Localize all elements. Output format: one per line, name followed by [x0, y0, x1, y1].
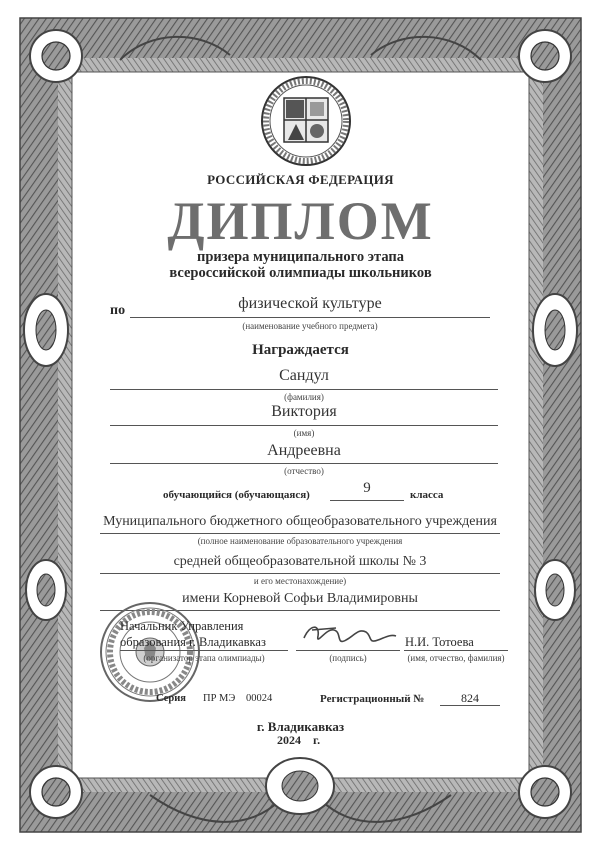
- signer-name-hint: (имя, отчество, фамилия): [407, 653, 505, 663]
- year-suffix: г.: [313, 733, 321, 747]
- surname-hint: (фамилия): [284, 392, 324, 402]
- series-number: 00024: [246, 693, 273, 704]
- signature-hint: (подпись): [329, 653, 367, 663]
- surname-value: Сандул: [279, 367, 329, 384]
- school-line3: имени Корневой Софьи Владимировны: [182, 591, 418, 606]
- awarded-label: Награждается: [252, 342, 349, 358]
- subject-underline: [130, 317, 490, 318]
- signer-name: Н.И. Тотоева: [405, 635, 474, 649]
- position-line-1: Начальник Управления: [120, 619, 244, 633]
- name-underline: [110, 425, 498, 426]
- surname-underline: [110, 389, 498, 390]
- name-hint: (имя): [293, 428, 315, 438]
- subject-value: физической культуре: [238, 295, 382, 312]
- grade-suffix: класса: [410, 489, 444, 501]
- school-line1-hint: (полное наименование образовательного учреждения: [197, 536, 403, 546]
- registration-value: 824: [461, 691, 479, 705]
- position-hint: (организатор этапа олимпиады): [143, 653, 265, 663]
- grade-value: 9: [363, 480, 371, 496]
- official-seal-icon: [98, 600, 202, 704]
- name-value: Виктория: [271, 403, 337, 420]
- patronymic-value: Андреевна: [267, 442, 341, 459]
- registration-label: Регистрационный №: [320, 693, 425, 705]
- city-label: г. Владикавказ: [256, 719, 345, 734]
- diploma-title: ДИПЛОМ: [167, 191, 434, 251]
- series-code: ПР МЭ: [203, 693, 236, 704]
- school-line1: Муниципального бюджетного общеобразовательного учреждения: [103, 514, 497, 529]
- year-value: 2024: [277, 733, 301, 747]
- grade-underline: [330, 500, 404, 501]
- handwritten-signature-icon: [296, 618, 400, 654]
- school-line2-underline: [100, 573, 500, 574]
- signer-name-underline: [404, 650, 508, 651]
- olympiad-emblem-icon: [258, 74, 354, 168]
- grade-prefix: обучающийся (обучающаяся): [163, 489, 310, 501]
- federation-label: РОССИЙСКАЯ ФЕДЕРАЦИЯ: [207, 172, 394, 187]
- position-underline: [120, 650, 288, 651]
- subject-hint: (наименование учебного предмета): [242, 321, 378, 331]
- series-label: Серия: [156, 693, 186, 704]
- subtitle-line-2: всероссийской олимпиады школьников: [169, 265, 432, 281]
- subtitle-line-1: призера муниципального этапа: [197, 249, 404, 265]
- school-line1-underline: [100, 533, 500, 534]
- patronymic-hint: (отчество): [284, 466, 324, 476]
- patronymic-underline: [110, 463, 498, 464]
- position-line-2: образования г. Владикавказ: [120, 635, 266, 649]
- school-line2-hint: и его местонахождение): [253, 576, 347, 586]
- subject-prefix: по: [110, 303, 126, 318]
- school-line2: средней общеобразовательной школы № 3: [173, 554, 427, 569]
